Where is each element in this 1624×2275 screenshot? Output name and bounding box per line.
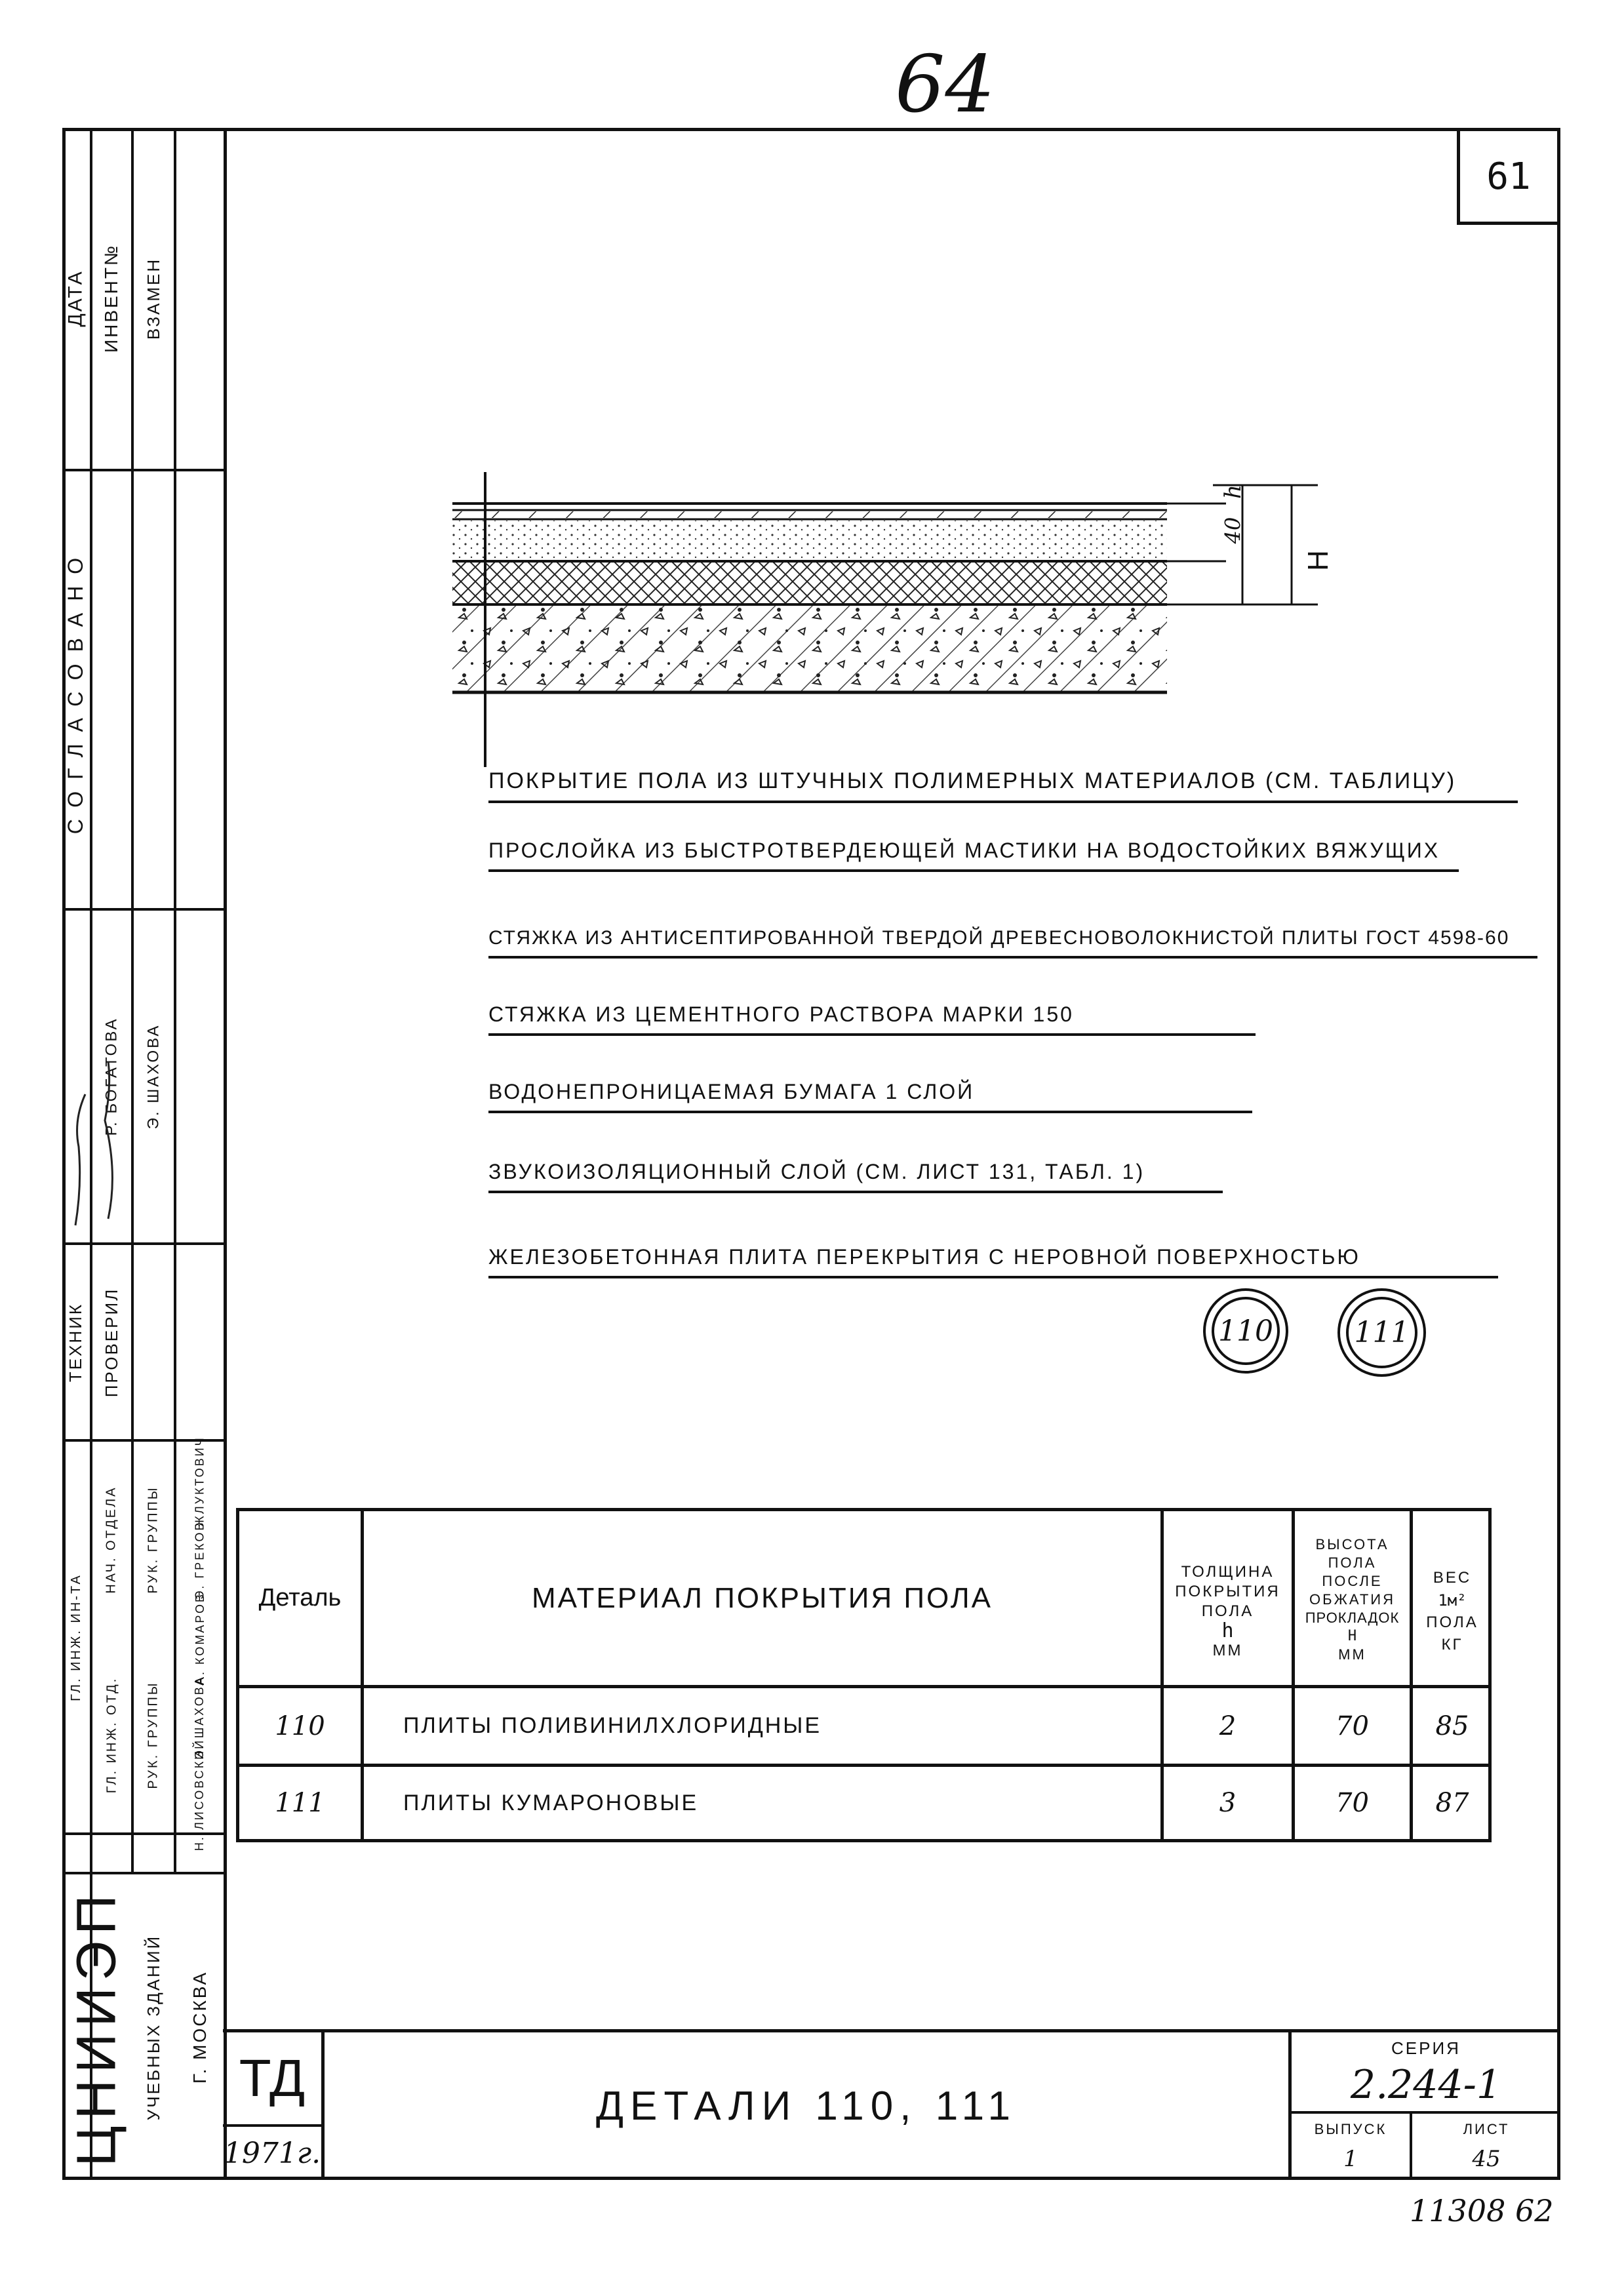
org-city: Г. МОСКВА — [189, 1970, 210, 2084]
sheet-value: 45 — [1472, 2145, 1501, 2172]
title-block — [223, 2029, 1560, 2180]
table-row-1-height: 70 — [1336, 1711, 1369, 1741]
layer-note-1: ПОКРЫТИЕ ПОЛА ИЗ ШТУЧНЫХ ПОЛИМЕРНЫХ МАТЕРИАЛОВ (СМ. ТАБЛИЦУ) — [488, 757, 1518, 803]
layer-note-5: ВОДОНЕПРОНИЦАЕМАЯ БУМАГА 1 СЛОЙ — [488, 1067, 1252, 1113]
table-row-1-material: ПЛИТЫ ПОЛИВИНИЛХЛОРИДНЫЕ — [403, 1713, 822, 1738]
materials-table — [236, 1508, 1492, 1842]
series-value: 2.244-1 — [1350, 2062, 1502, 2108]
table-row-2-thickness: 3 — [1219, 1788, 1237, 1818]
header-height: ВЫСОТА ПОЛА ПОСЛЕ ОБЖАТИЯ ПРОКЛАДОК H ММ — [1305, 1536, 1400, 1663]
stamp-role-1: ГЛ. ИНЖ. ИН-ТА — [68, 1573, 83, 1701]
issue-label: ВЫПУСК — [1314, 2121, 1387, 2137]
layer-note-3: СТЯЖКА ИЗ АНТИСЕПТИРОВАННОЙ ТВЕРДОЙ ДРЕВЕСНОВОЛОКНИСТОЙ ПЛИТЫ ГОСТ 4598-60 — [488, 913, 1537, 959]
table-row-2-weight: 87 — [1435, 1788, 1469, 1818]
stamp-name-1: ЖЛУКТОВИЧ — [193, 1435, 207, 1527]
series-label: СЕРИЯ — [1391, 2038, 1461, 2058]
table-row-1-weight: 85 — [1435, 1711, 1469, 1741]
stamp-inventory-label: ИНВЕНТ№ — [101, 243, 122, 353]
corner-number-box — [1457, 128, 1560, 225]
stamp-name-2: Э. ГРЕКОВ — [193, 1520, 207, 1599]
table-row-1-thickness: 2 — [1219, 1711, 1237, 1741]
stamp-date-label: ДАТА — [65, 269, 87, 327]
layer-note-6: ЗВУКОИЗОЛЯЦИОННЫЙ СЛОЙ (СМ. ЛИСТ 131, ТАБЛ. 1) — [488, 1147, 1223, 1193]
table-row-2-material: ПЛИТЫ КУМАРОНОВЫЕ — [403, 1790, 699, 1815]
stamp-technician-label: ТЕХНИК — [66, 1302, 86, 1382]
dim-h: h — [1219, 485, 1246, 499]
left-stamp — [62, 128, 226, 2180]
table-row-2-detail: 111 — [275, 1788, 325, 1818]
stamp-role-3: ГЛ. ИНЖ. ОТД. — [104, 1676, 119, 1793]
detail-marker-111: 111 — [1337, 1288, 1426, 1377]
dim-H: H — [1301, 550, 1334, 571]
footer-number: 11308 62 — [1410, 2193, 1554, 2228]
table-row-2-height: 70 — [1336, 1788, 1369, 1818]
header-weight: ВЕС 1м² ПОЛА КГ — [1426, 1568, 1478, 1653]
org-name: ЦНИИЭП — [66, 1888, 127, 2167]
stamp-agreed-label: СОГЛАСОВАНО — [64, 545, 88, 834]
td-label: ТД — [239, 2049, 306, 2107]
corner-number: 61 — [1486, 155, 1531, 198]
page-number-handwritten: 64 — [895, 39, 995, 130]
drawing-title: ДЕТАЛИ 110, 111 — [596, 2084, 1017, 2129]
header-thickness: ТОЛЩИНА ПОКРЫТИЯ ПОЛА h ММ — [1175, 1562, 1280, 1659]
signature-marks — [62, 911, 226, 1242]
detail-marker-110: 110 — [1203, 1288, 1288, 1374]
dim-40: 40 — [1220, 517, 1246, 544]
stamp-name-3: А. КОМАРОВ — [193, 1592, 207, 1685]
stamp-name-5: Н. ЛИСОВСКИЙ — [193, 1738, 207, 1851]
sheet-label: ЛИСТ — [1463, 2121, 1510, 2137]
year-label: 1971г. — [223, 2136, 321, 2170]
floor-cross-section — [439, 459, 1390, 767]
org-subtitle: УЧЕБНЫХ ЗДАНИЙ — [144, 1934, 164, 2120]
stamp-name-4: Э. ШАХОВА — [193, 1675, 207, 1759]
stamp-role-2: НАЧ. ОТДЕЛА — [104, 1485, 119, 1594]
header-material: МАТЕРИАЛ ПОКРЫТИЯ ПОЛА — [531, 1581, 993, 1614]
header-detail: Деталь — [258, 1584, 342, 1612]
layer-note-4: СТЯЖКА ИЗ ЦЕМЕНТНОГО РАСТВОРА МАРКИ 150 — [488, 990, 1256, 1036]
stamp-replacement-label: ВЗАМЕН — [144, 257, 163, 340]
layer-note-7: ЖЕЛЕЗОБЕТОННАЯ ПЛИТА ПЕРЕКРЫТИЯ С НЕРОВНОЙ ПОВЕРХНОСТЬЮ — [488, 1233, 1498, 1278]
stamp-role-4: РУК. ГРУППЫ — [146, 1485, 161, 1594]
stamp-checked-label: ПРОВЕРИЛ — [102, 1287, 121, 1397]
stamp-role-5: РУК. ГРУППЫ — [146, 1680, 161, 1789]
stamp-agreed-name-1: Р. БОГАТОВА — [102, 1017, 121, 1136]
table-row-1-detail: 110 — [275, 1711, 325, 1741]
issue-value: 1 — [1343, 2145, 1358, 2172]
stamp-agreed-name-2: Э. ШАХОВА — [144, 1023, 163, 1130]
layer-note-2: ПРОСЛОЙКА ИЗ БЫСТРОТВЕРДЕЮЩЕЙ МАСТИКИ НА ВОДОСТОЙКИХ ВЯЖУЩИХ — [488, 826, 1459, 872]
